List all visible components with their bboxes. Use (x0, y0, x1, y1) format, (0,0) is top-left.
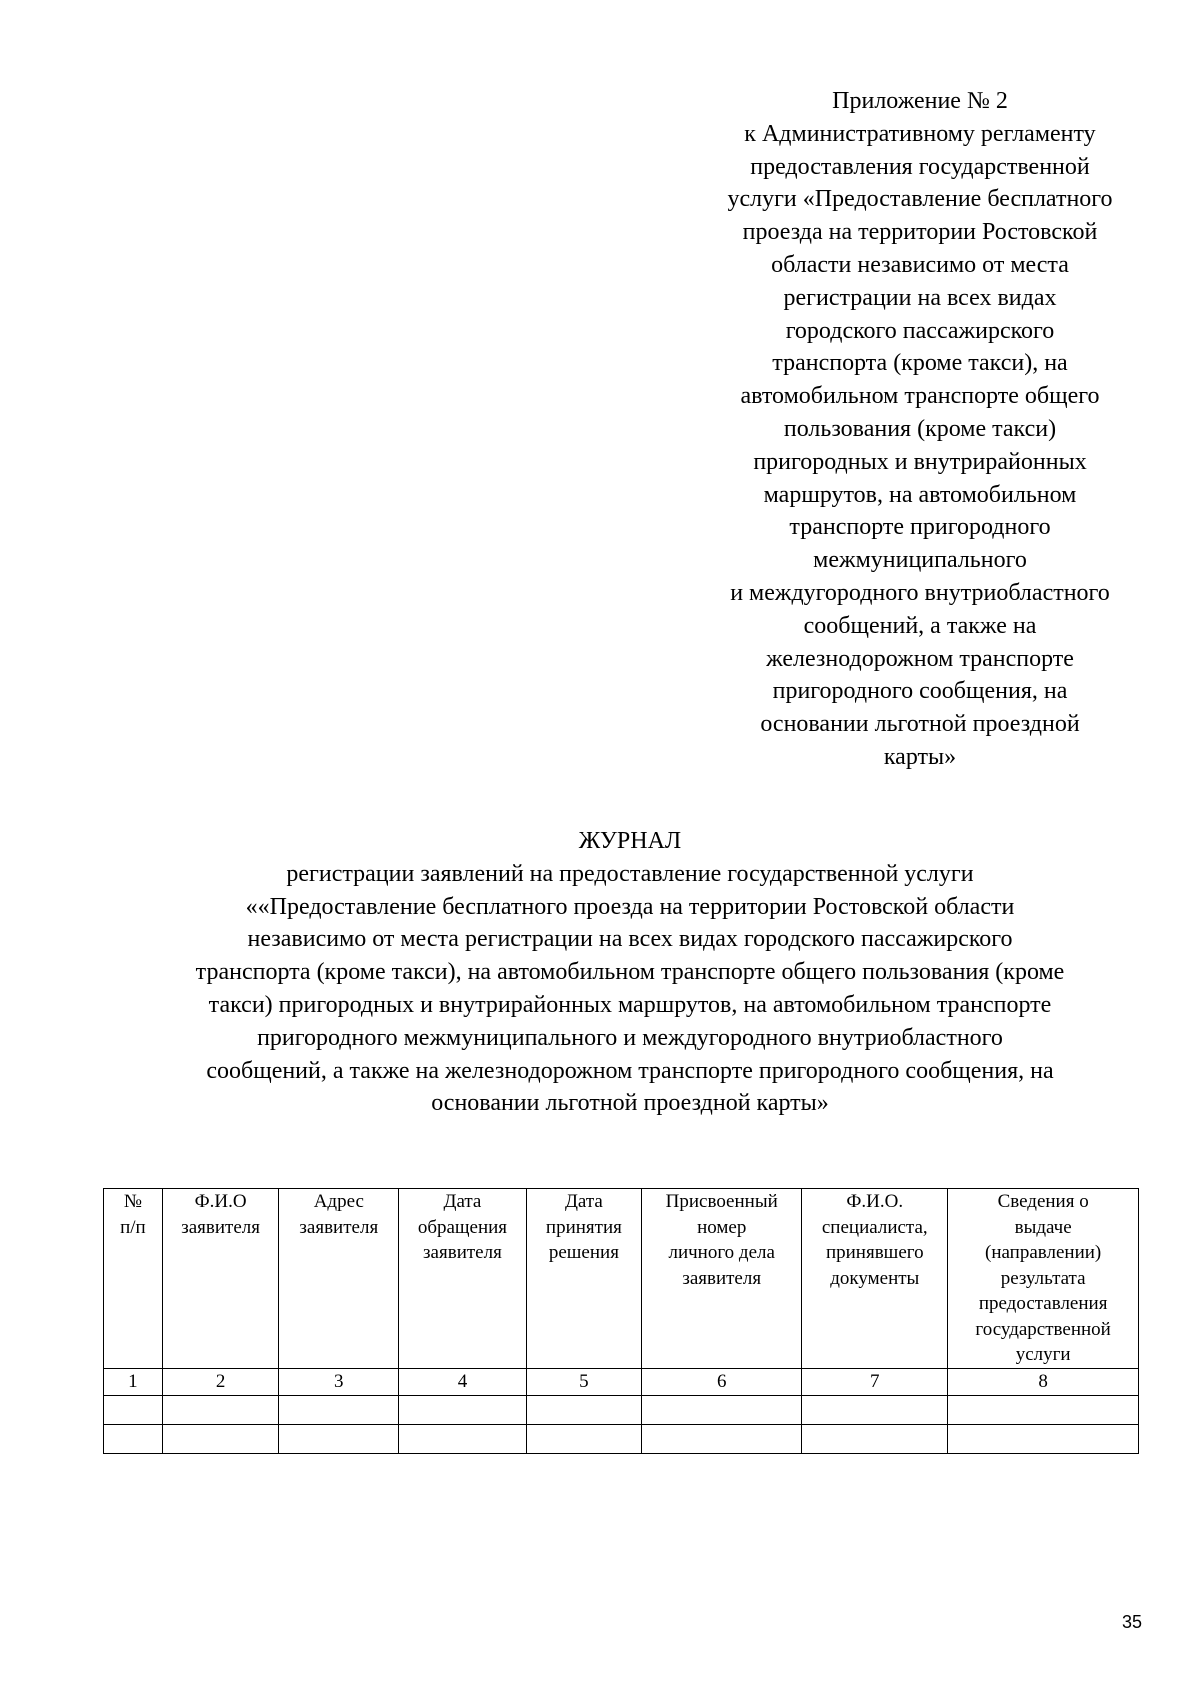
column-header-line: принявшего (825, 1242, 924, 1263)
appendix-note (680, 85, 1160, 774)
table-cell[interactable] (399, 1424, 526, 1453)
journal-line: ««Предоставление бесплатного проезда на территории Ростовской области (245, 893, 1015, 920)
column-header-line: Ф.И.О. (846, 1191, 904, 1212)
column-header-line: Сведения о (997, 1191, 1089, 1212)
table-cell[interactable] (526, 1424, 641, 1453)
column-header-line: результата (1000, 1267, 1086, 1289)
journal-line: регистрации заявлений на предоставление государственной услуги (286, 860, 974, 887)
column-header-line: личного дела (668, 1242, 775, 1263)
column-number-row (104, 1368, 1139, 1395)
appendix-line: регистрации на всех видах (783, 284, 1057, 311)
column-header-line: специалиста, (821, 1216, 928, 1238)
column-header-line: Адрес (313, 1191, 364, 1212)
journal-line: пригородного межмуниципального и междугородного внутриобластного (257, 1024, 1003, 1051)
journal-line: сообщений, а также на железнодорожном транспорте пригородного сообщения, на (206, 1057, 1054, 1084)
table-header-row (104, 1189, 1139, 1369)
table-cell[interactable] (948, 1395, 1139, 1424)
journal-line: независимо от места регистрации на всех видах городского пассажирского (247, 926, 1013, 953)
table-row (104, 1424, 1139, 1453)
registration-table (103, 1188, 1139, 1454)
column-number-cell: 4 (399, 1368, 526, 1395)
table-cell[interactable] (162, 1424, 279, 1453)
page-number: 35 (1122, 1612, 1143, 1632)
column-header-line: выдаче (1014, 1216, 1072, 1238)
column-header-line: номер (697, 1216, 747, 1238)
column-header-line: Присвоенный (665, 1191, 778, 1212)
column-number-cell: 6 (642, 1368, 802, 1395)
column-header-line: предоставления (978, 1293, 1108, 1314)
journal-subtitle (100, 858, 1160, 1120)
appendix-line: пригородных и внутрирайонных (753, 448, 1087, 475)
journal-line: такси) пригородных и внутрирайонных маршрутов, на автомобильном транспорте (208, 991, 1052, 1018)
table-cell[interactable] (279, 1395, 399, 1424)
journal-heading (100, 825, 1160, 1120)
column-header-line: принятия (545, 1216, 622, 1238)
appendix-line: пользования (кроме такси) (783, 415, 1057, 442)
column-header-line: решения (548, 1242, 619, 1263)
table-cell[interactable] (802, 1395, 948, 1424)
journal-title: ЖУРНАЛ (578, 828, 682, 854)
journal-line: транспорта (кроме такси), на автомобильном транспорте общего пользования (кроме (195, 959, 1065, 986)
column-header-line: Дата (564, 1191, 603, 1212)
column-header-line: заявителя (181, 1216, 260, 1238)
appendix-line: к Административному регламенту (744, 120, 1096, 147)
column-header (279, 1189, 399, 1369)
column-header-line: заявителя (682, 1267, 762, 1289)
column-number-cell: 8 (948, 1368, 1139, 1395)
table-cell[interactable] (104, 1424, 163, 1453)
appendix-line: основании льготной проездной (760, 711, 1080, 738)
appendix-line: пригородного сообщения, на (772, 678, 1068, 705)
column-header (642, 1189, 802, 1369)
table-cell[interactable] (642, 1424, 802, 1453)
appendix-line: проезда на территории Ростовской (742, 219, 1098, 246)
appendix-line: и междугородного внутриобластного (730, 579, 1110, 606)
appendix-line: транспорта (кроме такси), на (772, 350, 1068, 377)
table-cell[interactable] (526, 1395, 641, 1424)
column-header (526, 1189, 641, 1369)
column-header-line: № (123, 1191, 142, 1212)
table-cell[interactable] (104, 1395, 163, 1424)
column-header (399, 1189, 526, 1369)
column-header (162, 1189, 279, 1369)
column-header-line: услуги (1015, 1344, 1071, 1365)
journal-line: основании льготной проездной карты» (431, 1090, 829, 1117)
appendix-line: железнодорожном транспорте (766, 645, 1074, 672)
column-header-line: п/п (120, 1216, 146, 1238)
table-row (104, 1395, 1139, 1424)
column-header-line: обращения (417, 1216, 508, 1238)
column-number-cell: 1 (104, 1368, 163, 1395)
column-number-cell: 7 (802, 1368, 948, 1395)
column-header-line: заявителя (299, 1216, 379, 1238)
column-header-line: Ф.И.О (194, 1191, 247, 1212)
appendix-line: транспорте пригородного (789, 514, 1051, 541)
table-cell[interactable] (399, 1395, 526, 1424)
appendix-line: предоставления государственной (750, 153, 1090, 180)
appendix-line: автомобильном транспорте общего (740, 383, 1100, 410)
column-header-line: документы (830, 1267, 920, 1289)
column-header (802, 1189, 948, 1369)
table-cell[interactable] (279, 1424, 399, 1453)
column-number-cell: 2 (162, 1368, 279, 1395)
appendix-line: услуги «Предоставление бесплатного (727, 186, 1113, 213)
table-cell[interactable] (948, 1424, 1139, 1453)
appendix-line: городского пассажирского (785, 317, 1055, 344)
table-cell[interactable] (802, 1424, 948, 1453)
appendix-line: карты» (883, 743, 957, 770)
column-header (948, 1189, 1139, 1369)
column-header-line: (направлении) (985, 1242, 1102, 1263)
column-header (104, 1189, 163, 1369)
appendix-line: Приложение № 2 (832, 88, 1008, 114)
appendix-line: сообщений, а также на (803, 612, 1037, 639)
table-cell[interactable] (642, 1395, 802, 1424)
appendix-line: области независимо от места (771, 251, 1069, 278)
column-header-line: заявителя (423, 1242, 502, 1263)
appendix-line: маршрутов, на автомобильном (763, 481, 1077, 508)
appendix-line: межмуниципального (813, 547, 1027, 574)
column-number-cell: 5 (526, 1368, 641, 1395)
column-number-cell: 3 (279, 1368, 399, 1395)
column-header-line: государственной (975, 1318, 1111, 1340)
table-cell[interactable] (162, 1395, 279, 1424)
column-header-line: Дата (443, 1191, 482, 1212)
